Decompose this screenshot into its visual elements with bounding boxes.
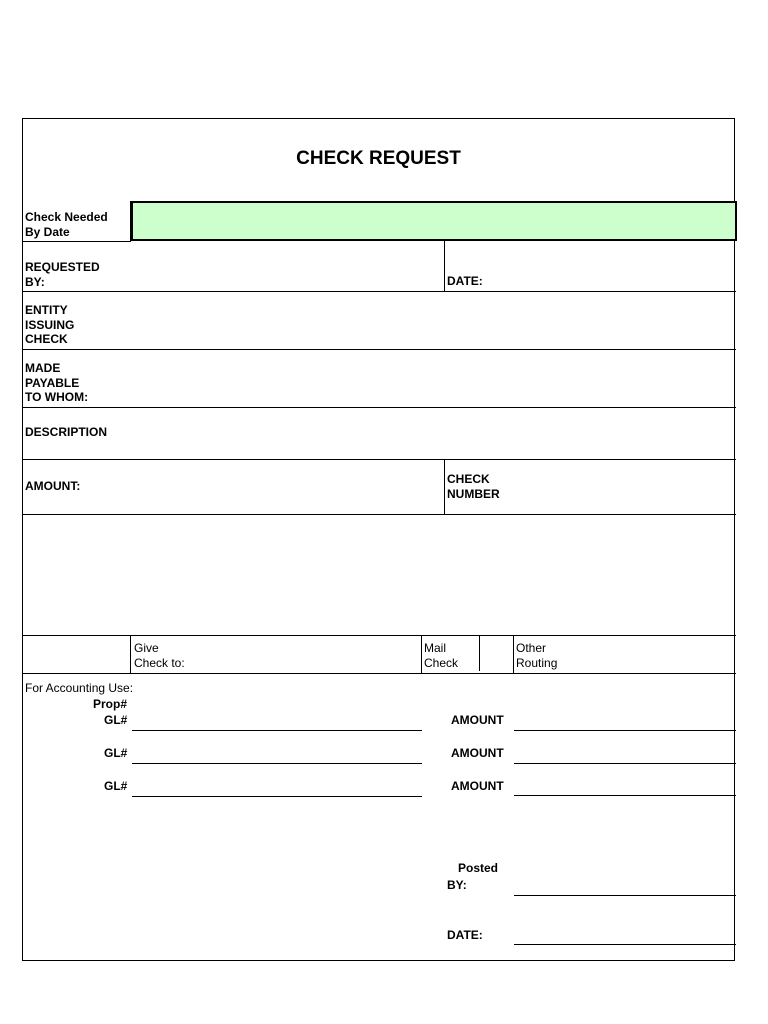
check-needed-date-field[interactable] [131,201,737,241]
posted-by-line[interactable] [514,895,736,896]
amount-line-3[interactable] [514,795,736,796]
amount-field[interactable] [131,461,443,513]
requested-by-label: REQUESTED BY: [25,260,100,289]
check-request-form [22,118,735,961]
check-needed-label: Check Needed By Date [25,210,108,239]
mail-check-label: Mail Check [424,641,459,670]
entity-label: ENTITY ISSUING CHECK [25,303,75,346]
amount-label: AMOUNT: [25,479,81,493]
page-title: CHECK REQUEST [296,148,461,169]
date-label: DATE: [447,274,483,288]
posted-by-label: BY: [447,878,467,892]
check-number-field[interactable] [513,461,733,513]
accounting-label: For Accounting Use: [25,681,134,695]
description-field[interactable] [131,409,731,457]
give-check-label: Give Check to: [134,641,185,670]
gl-line-3[interactable] [132,796,422,797]
gl-line-1[interactable] [132,730,422,731]
prop-label: Prop# [93,697,128,711]
amount-row-label-1: AMOUNT [451,713,504,727]
amount-line-2[interactable] [514,763,736,764]
gl-label-3: GL# [104,779,128,793]
check-number-label: CHECK NUMBER [447,472,500,501]
gl-line-2[interactable] [132,763,422,764]
payable-field[interactable] [131,351,731,406]
gl-label-1: GL# [104,713,128,727]
entity-field[interactable] [131,293,731,348]
posted-date-label: DATE: [447,928,483,942]
amount-row-label-3: AMOUNT [451,779,504,793]
requested-by-field[interactable] [131,243,443,290]
other-routing-label: Other Routing [516,641,558,670]
description-label: DESCRIPTION [25,425,108,439]
posted-date-line[interactable] [514,944,736,945]
amount-row-label-2: AMOUNT [451,746,504,760]
date-field[interactable] [493,243,733,290]
gl-label-2: GL# [104,746,128,760]
notes-area[interactable] [25,516,733,634]
payable-label: MADE PAYABLE TO WHOM: [25,361,89,404]
amount-line-1[interactable] [514,730,736,731]
posted-label: Posted [458,861,499,875]
